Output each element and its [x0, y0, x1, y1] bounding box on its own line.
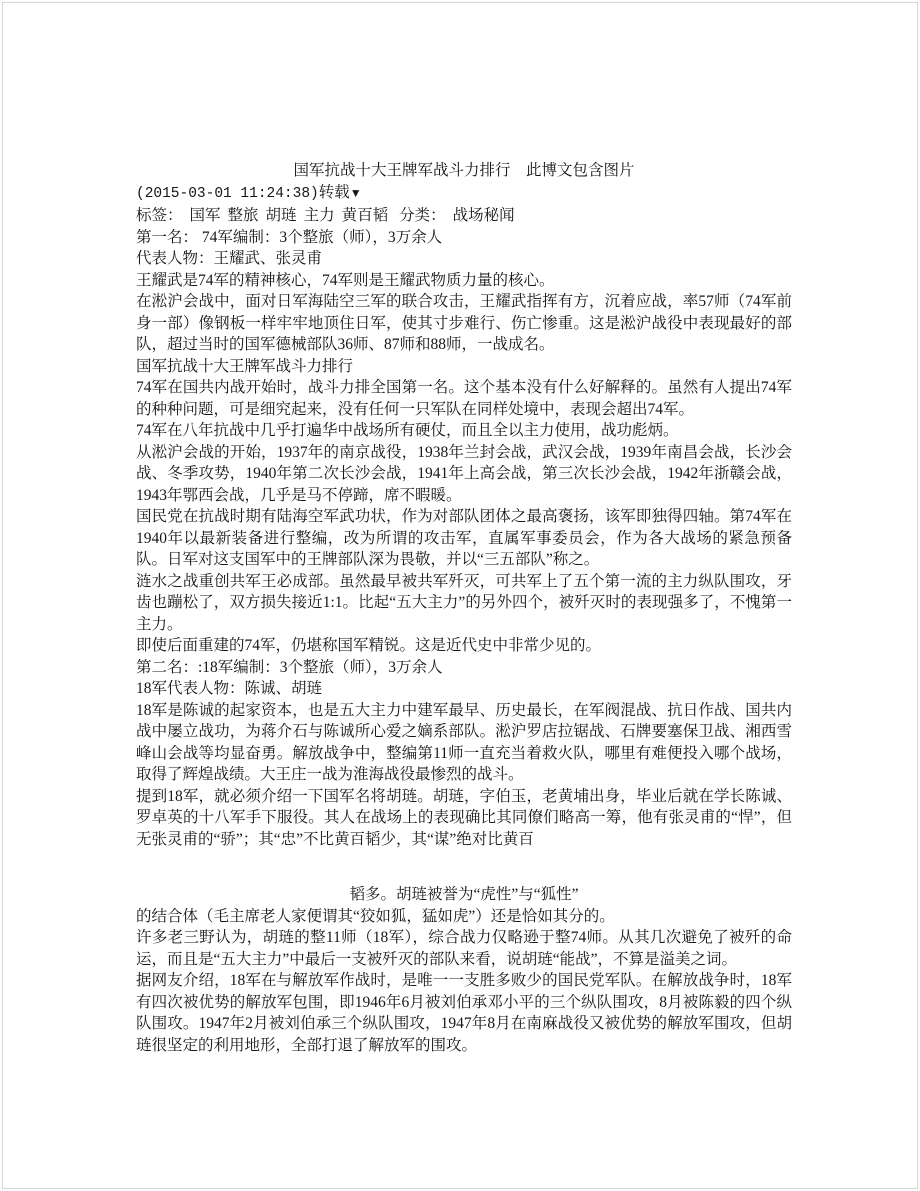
body-paragraph: 74军在国共内战开始时，战斗力排全国第一名。这个基本没有什么好解释的。虽然有人提出74军的种种问题，可是细究起来，没有任何一只军队在同样处境中，表现会超出74军。	[136, 379, 792, 418]
body-paragraph: 18军是陈诚的起家资本，也是五大主力中建军最早、历史最长，在军阀混战、抗日作战、国共内战中屡立战功，为蒋介石与陈诚所心爱之嫡系部队。淞沪罗店拉锯战、石牌要塞保卫战、湘西雪峰山会战等均显奋勇。解放战争中，整编第11师一直充当着救火队，哪里有难便投入哪个战场，取得了辉煌战绩。大王庄一战为淮海战役最惨烈的战斗。	[136, 701, 792, 783]
tag-item: 胡琏	[265, 207, 297, 224]
tags-label: 标签：	[136, 207, 183, 224]
body-paragraph: 第一名： 74军编制：3个整旅（师），3万余人	[136, 228, 443, 246]
body-paragraph: 许多老三野认为，胡琏的整11师（18军），综合战力仅略逊于整74师。从其几次避免了被歼的命运，而且是“五大主力”中最后一支被歼灭的部队来看，说胡琏“能战”，不算是溢美之词。	[136, 929, 792, 968]
body-paragraph: 在淞沪会战中，面对日军海陆空三军的联合攻击，王耀武指挥有方，沉着应战，率57师（74军前身一部）像钢板一样牢牢地顶住日军，使其寸步难行、伤亡惨重。这是淞沪战役中表现最好的部队，超过当时的国军德械部队36师、87师和88师，一战成名。	[136, 293, 792, 353]
post-timestamp: (2015-03-01 11:24:38)	[136, 185, 319, 202]
tag-item: 国军	[189, 207, 221, 224]
category-label: 分类：	[399, 207, 446, 224]
tag-item: 黄百韬	[341, 207, 389, 224]
body-paragraph: 74军在八年抗战中几乎打遍华中战场所有硬仗，而且全以主力使用，战功彪炳。	[136, 422, 679, 439]
caret-down-icon: ▼	[349, 185, 362, 200]
body-paragraph: 王耀武是74军的精神核心，74军则是王耀武物质力量的核心。	[136, 271, 555, 289]
body-paragraph: 18军代表人物：陈诚、胡琏	[136, 680, 323, 697]
document-page	[2, 2, 918, 1189]
body-paragraph: 国军抗战十大王牌军战斗力排行	[136, 357, 354, 375]
repost-label: 转载	[318, 183, 350, 201]
body-paragraph: 据网友介绍，18军在与解放军作战时，是唯一一支胜多败少的国民党军队。在解放战争时，18军有四次被优势的解放军包围，即1946年6月被刘伯承邓小平的三个纵队围攻，8月被陈毅的四个纵队围攻。1947年2月被刘伯承三个纵队围攻，1947年8月在南麻战役又被优势的解放军围攻，但胡琏很坚定的利用地形，全部打退了解放军的围攻。	[136, 972, 792, 1054]
page-break-gap	[136, 850, 792, 884]
category-value: 战场秘闻	[452, 207, 515, 224]
tag-item: 主力	[303, 207, 335, 224]
body-paragraph: 第二名：:18军编制：3个整旅（师），3万余人	[136, 658, 443, 676]
body-paragraph: 涟水之战重创共军王必成部。虽然最早被共军歼灭，可共军上了五个第一流的主力纵队围攻，牙齿也蹦松了，双方损失接近1:1。比起“五大主力”的另外四个，被歼灭时的表现强多了，不愧第一主力。	[136, 572, 792, 633]
body-paragraph: 即使后面重建的74军，仍堪称国军精锐。这是近代史中非常少见的。	[136, 637, 602, 654]
body-paragraph: 从淞沪会战的开始，1937年的南京战役，1938年兰封会战，武汉会战，1939年南昌会战，长沙会战、冬季攻势，1940年第二次长沙会战，1941年上高会战，第三次长沙会战，1942年浙赣会战，1943年鄂西会战，几乎是马不停蹄，席不暇暖。	[136, 443, 792, 504]
tag-item: 整旅	[227, 207, 259, 224]
body-paragraph: 的结合体（毛主席老人家便谓其“狡如狐，猛如虎”）还是恰如其分的。	[136, 907, 615, 925]
continuation-centered-line: 韬多。胡琏被誉为“虎性”与“狐性”	[349, 886, 579, 903]
body-paragraph: 国民党在抗战时期有陆海空军武功状，作为对部队团体之最高褒扬，该军即独得四轴。第74军在1940年以最新装备进行整编，改为所谓的攻击军，直属军事委员会，作为各大战场的紧急预备队。日军对这支国军中的王牌部队深为畏敬，并以“三五部队”称之。	[136, 508, 792, 568]
body-paragraph: 提到18军，就必须介绍一下国军名将胡琏。胡琏，字伯玉，老黄埔出身，毕业后就在学长陈诚、罗卓英的十八军手下服役。其人在战场上的表现确比其同僚们略高一筹，他有张灵甫的“悍”，但无张灵甫的“骄”；其“忠”不比黄百韬少，其“谋”绝对比黄百	[136, 787, 792, 848]
post-meta	[136, 182, 792, 206]
document-body	[136, 160, 792, 1056]
page-title: 国军抗战十大王牌军战斗力排行 此博文包含图片	[293, 162, 635, 179]
body-paragraph: 代表人物：王耀武、张灵甫	[136, 250, 323, 267]
tags-line	[136, 205, 792, 227]
